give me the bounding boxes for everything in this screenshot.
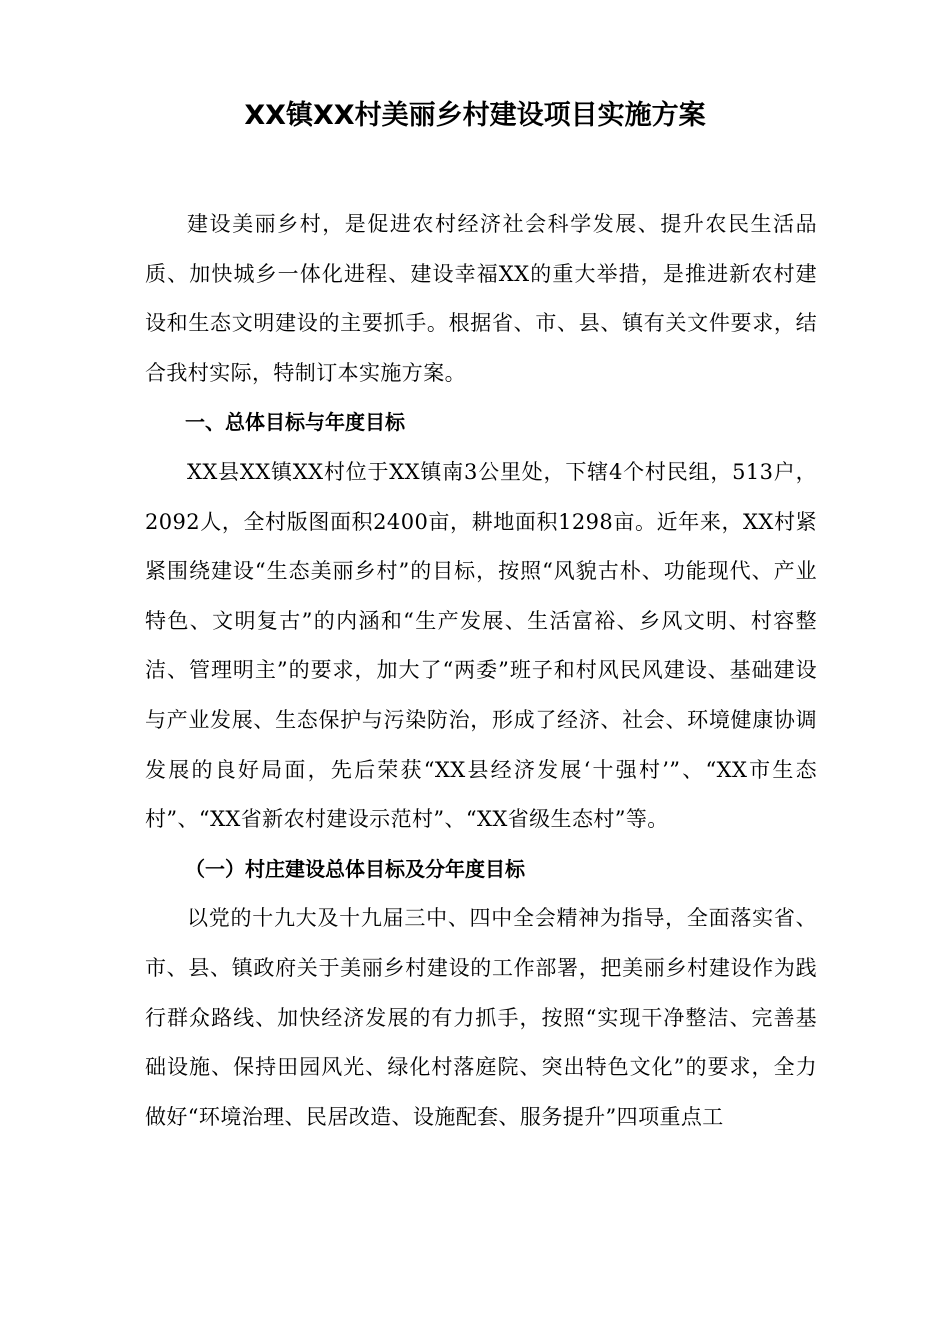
intro-paragraph: 建设美丽乡村，是促进农村经济社会科学发展、提升农民生活品质、加快城乡一体化进程、建设幸福XX的重大举措，是推进新农村建设和生态文明建设的主要抓手。根据省、市、县、镇有关文件要求，结合我村实际，特制订本实施方案。 <box>145 212 817 385</box>
document-body <box>145 200 817 1142</box>
section-heading-overall-goals: 一、总体目标与年度目标 <box>185 410 405 435</box>
guiding-principles-paragraph: 以党的十九大及十九届三中、四中全会精神为指导，全面落实省、市、县、镇政府关于美丽乡村建设的工作部署，把美丽乡村建设作为践行群众路线、加快经济发展的有力抓手，按照“实现干净整洁、完善基础设施、保持田园风光、绿化村落庭院、突出特色文化”的要求，全力做好“环境治理、民居改造、设施配套、服务提升”四项重点工 <box>145 906 817 1129</box>
document-title: XX镇XX村美丽乡村建设项目实施方案 <box>244 100 706 131</box>
village-overview-paragraph: XX县XX镇XX村位于XX镇南3公里处，下辖4个村民组，513户，2092人，全村版图面积2400亩，耕地面积1298亩。近年来，XX村紧紧围绕建设“生态美丽乡村”的目标，按照“风貌古朴、功能现代、产业特色、文明复古”的内涵和“生产发展、生活富裕、乡风文明、村容整洁、管理明主”的要求，加大了“两委”班子和村风民风建设、基础建设与产业发展、生态保护与污染防治，形成了经济、社会、环境健康协调发展的良好局面，先后荣获“XX县经济发展‘十强村’”、“XX市生态村”、“XX省新农村建设示范村”、“XX省级生态村”等。 <box>145 459 817 832</box>
subsection-heading-village-goals: （一）村庄建设总体目标及分年度目标 <box>185 856 525 881</box>
